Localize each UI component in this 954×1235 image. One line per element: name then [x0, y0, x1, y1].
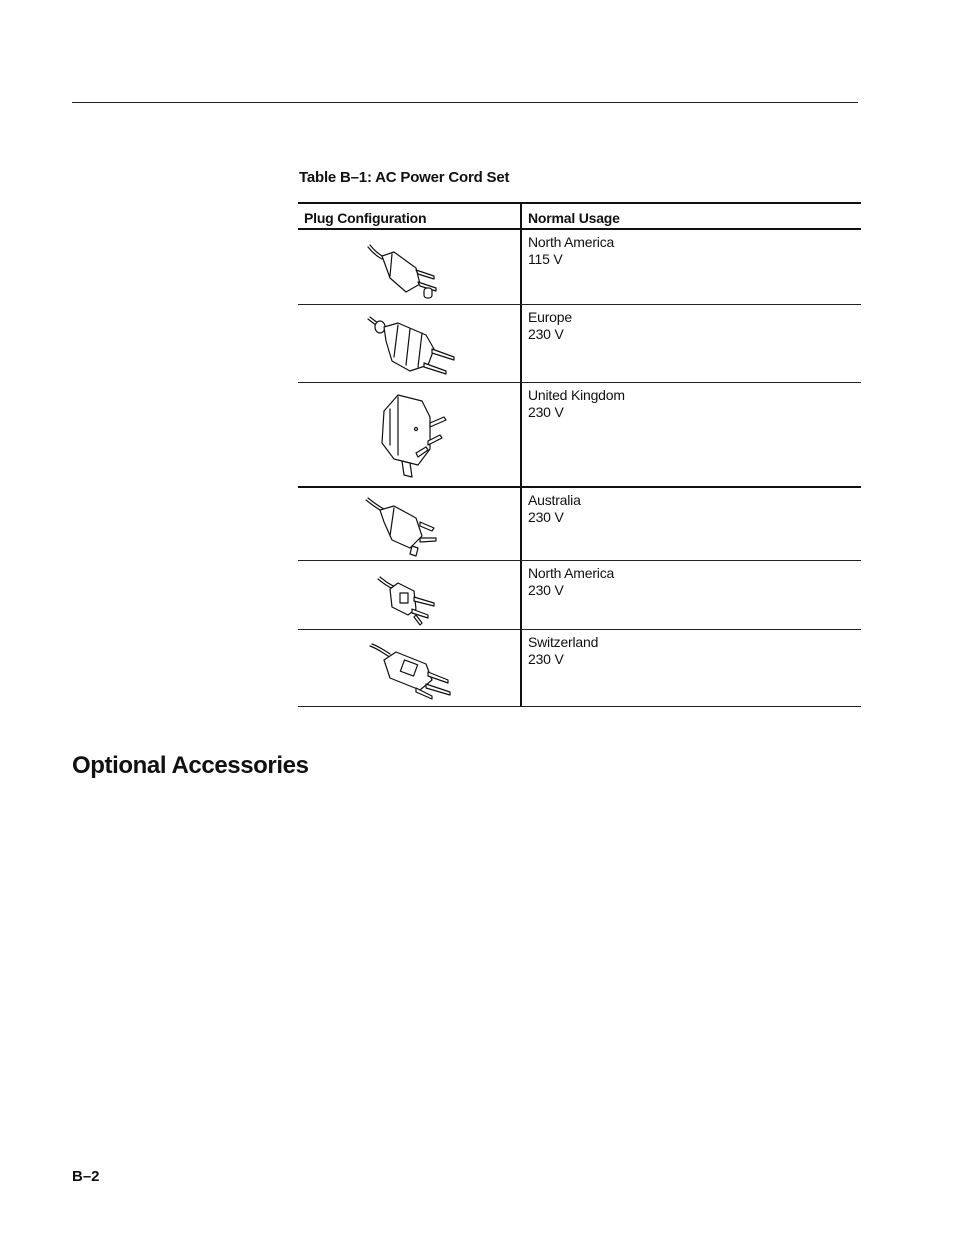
plug-north-america-115v-icon	[298, 230, 522, 305]
plug-cell	[298, 488, 522, 560]
plug-cell	[298, 561, 522, 629]
table-row	[298, 305, 861, 383]
region-label: Europe	[528, 309, 572, 325]
plug-north-america-230v-icon	[298, 561, 522, 630]
voltage-label: 115 V	[528, 251, 563, 267]
region-label: Switzerland	[528, 634, 599, 650]
table-row	[298, 383, 861, 488]
usage-cell	[522, 383, 861, 486]
usage-cell	[522, 305, 861, 382]
region-label: United Kingdom	[528, 387, 625, 403]
table-row	[298, 561, 861, 630]
column-header-plug-configuration: Plug Configuration	[298, 204, 522, 228]
usage-cell	[522, 630, 861, 706]
page-number: B–2	[72, 1168, 100, 1185]
plug-cell	[298, 230, 522, 304]
plug-cell	[298, 383, 522, 486]
header-rule	[72, 102, 858, 103]
region-label: North America	[528, 565, 615, 581]
usage-cell	[522, 561, 861, 629]
plug-united-kingdom-230v-icon	[298, 383, 522, 488]
table-row	[298, 630, 861, 707]
region-label: Australia	[528, 492, 581, 508]
table-caption: Table B–1: AC Power Cord Set	[299, 169, 510, 186]
table-row	[298, 488, 861, 561]
table-row	[298, 230, 861, 305]
usage-cell	[522, 488, 861, 560]
plug-switzerland-230v-icon	[298, 630, 522, 707]
plug-cell	[298, 305, 522, 382]
voltage-label: 230 V	[528, 404, 564, 420]
section-title: Optional Accessories	[72, 752, 309, 779]
voltage-label: 230 V	[528, 509, 564, 525]
power-cord-table	[298, 202, 861, 707]
plug-cell	[298, 630, 522, 706]
region-label: North America	[528, 234, 615, 250]
voltage-label: 230 V	[528, 326, 564, 342]
table-header	[298, 202, 861, 230]
column-header-normal-usage: Normal Usage	[528, 210, 620, 226]
usage-cell	[522, 230, 861, 304]
voltage-label: 230 V	[528, 651, 564, 667]
plug-australia-230v-icon	[298, 488, 522, 561]
plug-europe-230v-icon	[298, 305, 522, 383]
voltage-label: 230 V	[528, 582, 564, 598]
